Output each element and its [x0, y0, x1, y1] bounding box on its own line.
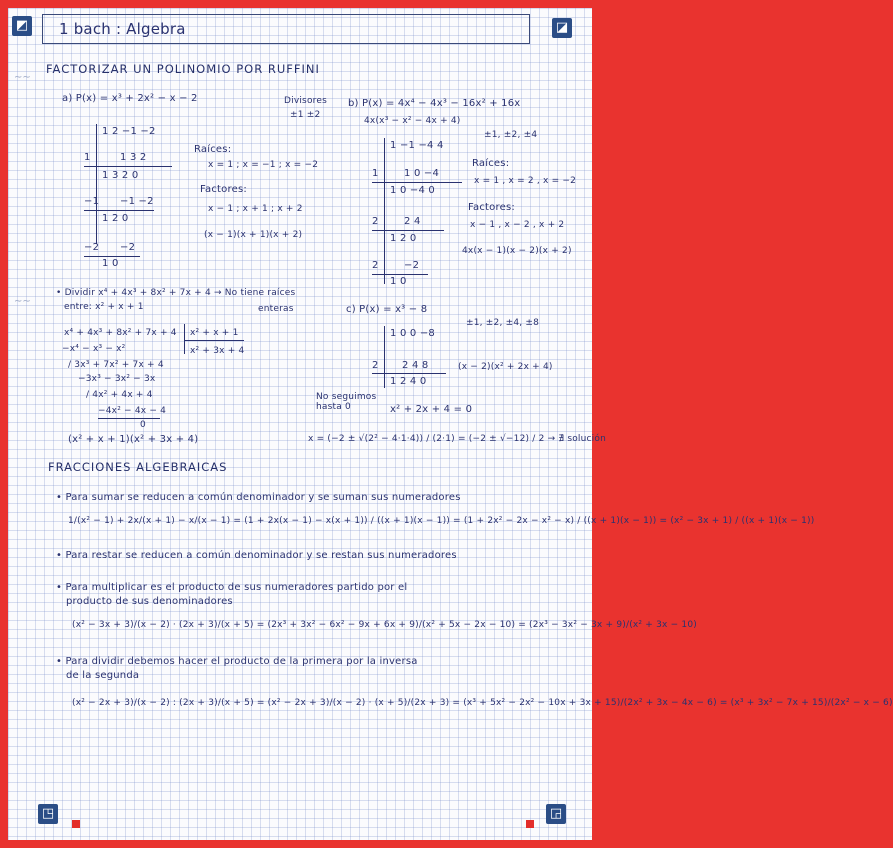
- long-division-line: −x⁴ − x³ − x²: [62, 344, 126, 354]
- ruffini-a-vline: [96, 124, 97, 244]
- factores-values-a: x − 1 ; x + 1 ; x + 2: [208, 204, 303, 214]
- ruffini-b-root: 2: [372, 216, 379, 227]
- expr-dividir: (x² − 2x + 3)/(x − 2) : (2x + 3)/(x + 5) = (x² − 2x + 3)/(x − 2) · (x + 5)/(2x + 3) = (x³ + 5x² − 2x² − 10x + 3x + 15)/(2x² + 3x − 4x − 6) = (x³ + 3x² − 7x + 15)/(2x² − x − 6): [72, 698, 893, 708]
- ruffini-a-root: −1: [84, 196, 100, 207]
- divisores-b: ±1, ±2, ±4: [484, 130, 538, 140]
- ruffini-a-row: −1 −2: [120, 196, 154, 207]
- red-square: [526, 820, 534, 828]
- long-division-line: / 3x³ + 7x² + 7x + 4: [68, 360, 164, 370]
- poly-c: c) P(x) = x³ − 8: [346, 304, 428, 315]
- note-c: No seguimos hasta 0: [316, 392, 377, 412]
- poly-b: b) P(x) = 4x⁴ − 4x³ − 16x² + 16x: [348, 98, 521, 109]
- formula-c: x = (−2 ± √(2² − 4·1·4)) / (2·1) = (−2 ± √−12) / 2 → ∄ solución: [308, 434, 606, 444]
- section-title-fracciones: FRACCIONES ALGEBRAICAS: [48, 460, 228, 474]
- page-title: 1 bach : Algebra: [59, 20, 186, 38]
- division-note: enteras: [258, 304, 294, 314]
- expr-sumar: 1/(x² − 1) + 2x/(x + 1) − x/(x − 1) = (1 + 2x(x − 1) − x(x + 1)) / ((x + 1)(x − 1)) = (1 + 2x² − 2x − x² − x) / ((x + 1)(x − 1)) = (x² − 3x + 1) / ((x + 1)(x − 1)): [68, 516, 815, 526]
- ruffini-a-row: 1 2 0: [102, 213, 129, 224]
- ruffini-c-row: 2 4 8: [402, 360, 429, 371]
- section-title-ruffini: FACTORIZAR UN POLINOMIO POR RUFFINI: [46, 62, 320, 76]
- division-note: entre: x² + x + 1: [64, 302, 144, 312]
- ruffini-b-row: 1 2 0: [390, 233, 417, 244]
- ruffini-b-hline: [372, 230, 444, 231]
- corner-tab-icon: ◲: [546, 804, 566, 824]
- ruffini-b-row: 1 0: [390, 276, 407, 287]
- long-division-bracket: [184, 340, 244, 341]
- long-division-result: (x² + x + 1)(x² + 3x + 4): [68, 434, 199, 445]
- margin-mark: ∼∼: [14, 296, 31, 307]
- rule-dividir: • Para dividir debemos hacer el producto de la primera por la inversa: [56, 656, 418, 667]
- long-division-rule: [98, 418, 160, 419]
- raices-values-a: x = 1 ; x = −1 ; x = −2: [208, 160, 319, 170]
- expr-multiplicar: (x² − 3x + 3)/(x − 2) · (2x + 3)/(x + 5) = (2x³ + 3x² − 6x² − 9x + 6x + 9)/(x² + 5x − 2x − 10) = (2x³ − 3x² − 3x + 9)/(x² + 3x − 10): [72, 620, 697, 630]
- ruffini-b-row: −2: [404, 260, 420, 271]
- rule-restar: • Para restar se reducen a común denominador y se restan sus numeradores: [56, 550, 457, 561]
- corner-tab-icon: ◩: [12, 16, 32, 36]
- rule-multiplicar: producto de sus denominadores: [66, 596, 233, 607]
- red-square: [72, 820, 80, 828]
- long-division-line: x⁴ + 4x³ + 8x² + 7x + 4: [64, 328, 177, 338]
- ruffini-b-root: 2: [372, 260, 379, 271]
- long-division-line: −3x³ − 3x² − 3x: [78, 374, 156, 384]
- raices-label-b: Raíces:: [472, 158, 510, 169]
- ruffini-b-row: 2 4: [404, 216, 421, 227]
- corner-tab-icon: ◳: [38, 804, 58, 824]
- ruffini-a-row: 1 0: [102, 258, 119, 269]
- raices-values-b: x = 1 , x = 2 , x = −2: [474, 176, 577, 186]
- notebook-page: [8, 8, 893, 840]
- rule-multiplicar: • Para multiplicar es el producto de sus numeradores partido por el: [56, 582, 408, 593]
- rule-dividir: de la segunda: [66, 670, 140, 681]
- factores-label-b: Factores:: [468, 202, 515, 213]
- rule-sumar: • Para sumar se reducen a común denominador y se suman sus numeradores: [56, 492, 461, 503]
- long-division-line: 0: [140, 420, 146, 430]
- ruffini-c-vline: [384, 326, 385, 388]
- ruffini-a-hline: [84, 210, 154, 211]
- division-note: • Dividir x⁴ + 4x³ + 8x² + 7x + 4 → No tiene raíces: [56, 288, 296, 298]
- divisores-c: ±1, ±2, ±4, ±8: [466, 318, 540, 328]
- ruffini-a-root: 1: [84, 152, 91, 163]
- ruffini-c-root: 2: [372, 360, 379, 371]
- long-division-quotient: x² + 3x + 4: [190, 346, 245, 356]
- ruffini-b-row: 1 0 −4: [404, 168, 440, 179]
- equation-c: x² + 2x + 4 = 0: [390, 404, 473, 415]
- divisores-values: ±1 ±2: [290, 110, 321, 120]
- ruffini-b-row: 1 −1 −4 4: [390, 140, 444, 151]
- result-a: (x − 1)(x + 1)(x + 2): [204, 230, 303, 240]
- ruffini-a-row: 1 2 −1 −2: [102, 126, 156, 137]
- factored-c: (x − 2)(x² + 2x + 4): [458, 362, 553, 372]
- ruffini-a-hline: [84, 256, 140, 257]
- ruffini-b-hline: [372, 274, 428, 275]
- header-box: [42, 14, 530, 44]
- factores-values-b: x − 1 , x − 2 , x + 2: [470, 220, 565, 230]
- ruffini-b-root: 1: [372, 168, 379, 179]
- corner-tab-icon: ◪: [552, 18, 572, 38]
- ruffini-a-row: −2: [120, 242, 136, 253]
- long-division-divisor: x² + x + 1: [190, 328, 239, 338]
- ruffini-a-row: 1 3 2 0: [102, 170, 139, 181]
- divisores-label: Divisores: [284, 96, 327, 106]
- long-division-line: −4x² − 4x − 4: [98, 406, 167, 416]
- ruffini-b-row: 1 0 −4 0: [390, 185, 435, 196]
- factores-label-a: Factores:: [200, 184, 247, 195]
- ruffini-b-hline: [372, 182, 462, 183]
- ruffini-c-row: 1 2 4 0: [390, 376, 427, 387]
- long-division-line: / 4x² + 4x + 4: [86, 390, 153, 400]
- ruffini-c-row: 1 0 0 −8: [390, 328, 435, 339]
- margin-mark: ∼∼: [14, 72, 31, 83]
- ruffini-c-hline: [372, 373, 446, 374]
- long-division-bracket: [184, 324, 185, 354]
- raices-label-a: Raíces:: [194, 144, 232, 155]
- ruffini-a-hline: [84, 166, 172, 167]
- ruffini-b-vline: [384, 138, 385, 284]
- poly-a: a) P(x) = x³ + 2x² − x − 2: [62, 93, 198, 104]
- ruffini-a-root: −2: [84, 242, 100, 253]
- result-b: 4x(x − 1)(x − 2)(x + 2): [462, 246, 572, 256]
- poly-b-factored: 4x(x³ − x² − 4x + 4): [364, 116, 461, 126]
- ruffini-a-row: 1 3 2: [120, 152, 147, 163]
